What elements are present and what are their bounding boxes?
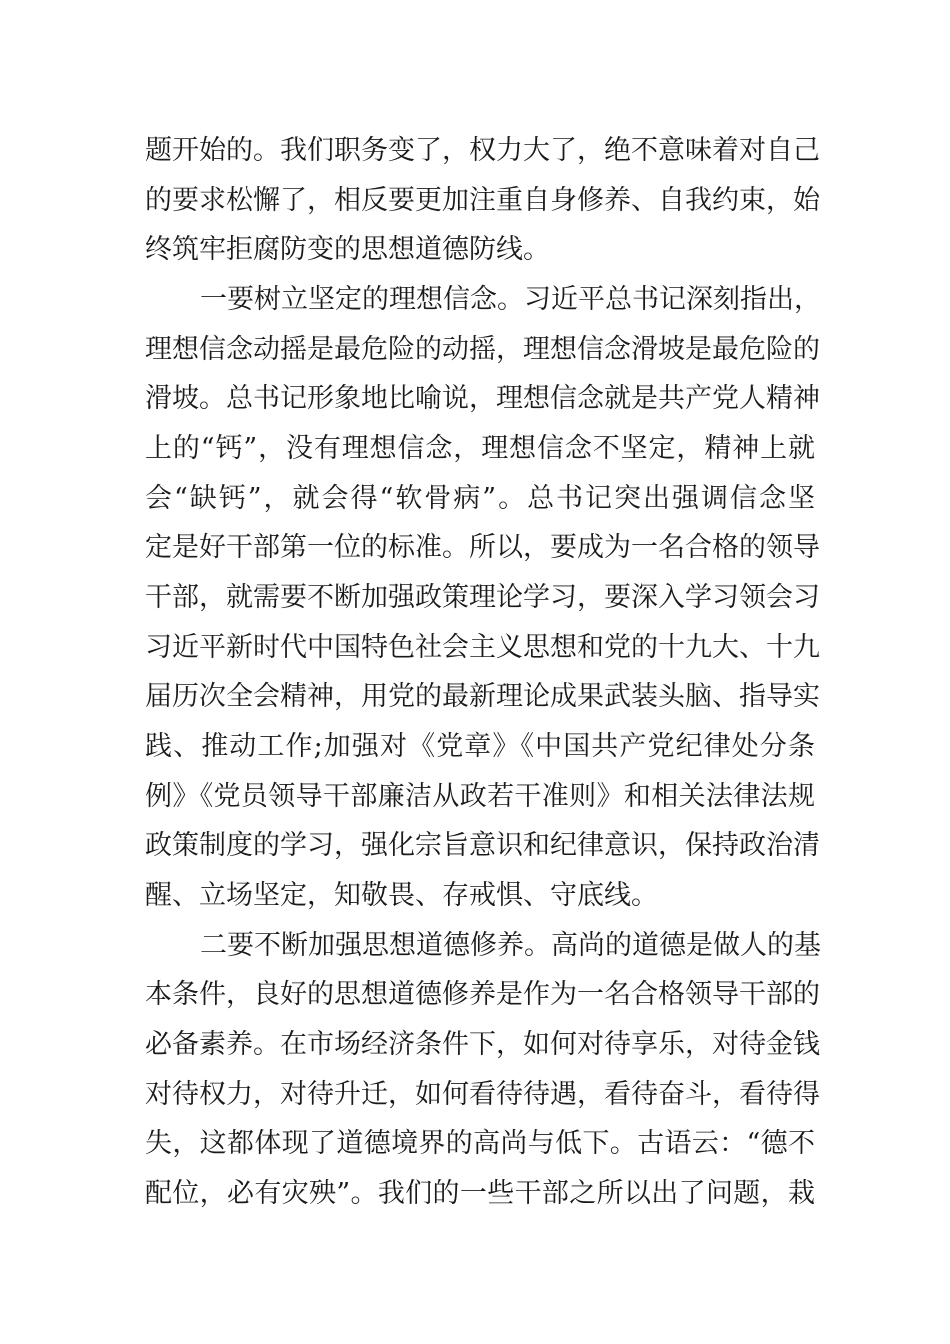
paragraph-2-first-line: 二要不断加强思想道德修养。高尚的道德是做人的基 (200, 930, 821, 961)
text-line-14: 例》《党员领导干部廉洁从政若干准则》和相关法律法规 (145, 781, 815, 812)
text-line-15: 政策制度的学习，强化宗旨意识和纪律意识，保持政治清 (145, 830, 820, 861)
text-line-22: 配位，必有灾殃”。我们的一些干部之所以出了问题，栽 (145, 1178, 815, 1209)
text-line-8: 会“缺钙”，就会得“软骨病”。总书记突出强调信念坚 (145, 483, 815, 514)
text-line-16: 醒、立场坚定，知敬畏、存戒惧、守底线。 (145, 880, 658, 911)
text-line-18: 本条件，良好的思想道德修养是作为一名合格领导干部的 (145, 979, 820, 1010)
text-line-11: 习近平新时代中国特色社会主义思想和党的十九大、十九 (145, 632, 820, 663)
text-line-9: 定是好干部第一位的标准。所以，要成为一名合格的领导 (145, 532, 820, 563)
text-line-2: 的要求松懈了，相反要更加注重自身修养、自我约束，始 (145, 185, 820, 216)
text-line-12: 届历次全会精神，用党的最新理论成果武装头脑、指导实 (145, 681, 820, 712)
text-line-13: 践、推动工作;加强对《党章》《中国共产党纪律处分条 (145, 731, 815, 762)
text-line-20: 对待权力，对待升迁，如何看待待遇，看待奋斗，看待得 (145, 1079, 820, 1110)
text-line-7: 上的“钙”，没有理想信念，理想信念不坚定，精神上就 (145, 433, 815, 464)
text-line-3: 终筑牢拒腐防变的思想道德防线。 (145, 234, 550, 265)
text-line-5: 理想信念动摇是最危险的动摇，理想信念滑坡是最危险的 (145, 334, 820, 365)
paragraph-1-first-line: 一要树立坚定的理想信念。习近平总书记深刻指出， (200, 284, 821, 315)
text-line-6: 滑坡。总书记形象地比喻说，理想信念就是共产党人精神 (145, 383, 820, 414)
text-line-21: 失，这都体现了道德境界的高尚与低下。古语云：“德不 (145, 1128, 815, 1159)
text-line-1: 题开始的。我们职务变了，权力大了，绝不意味着对自己 (145, 135, 820, 166)
text-line-19: 必备素养。在市场经济条件下，如何对待享乐，对待金钱 (145, 1029, 820, 1060)
text-line-10: 干部，就需要不断加强政策理论学习，要深入学习领会习 (145, 582, 820, 613)
